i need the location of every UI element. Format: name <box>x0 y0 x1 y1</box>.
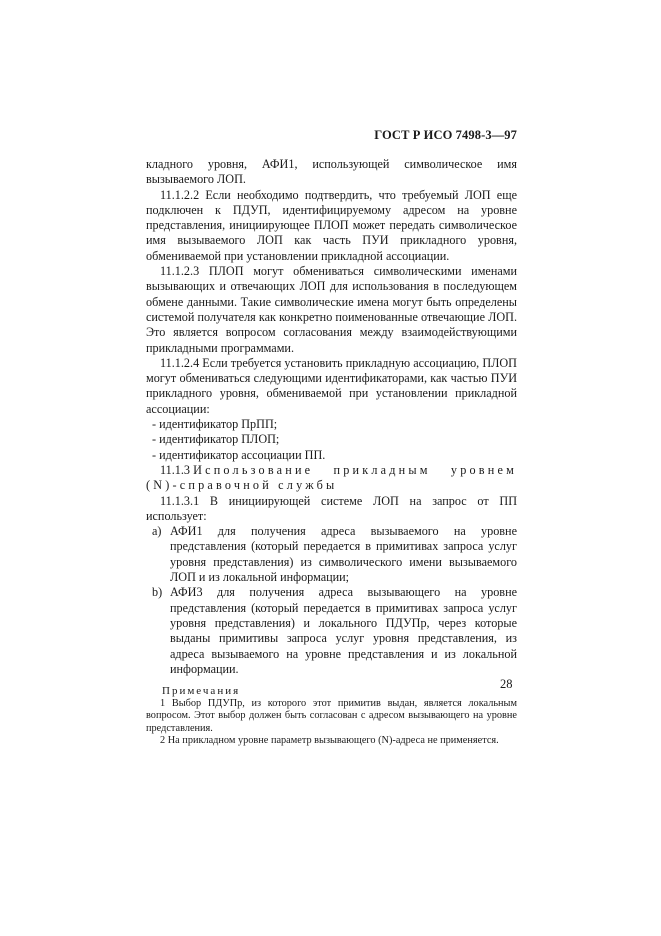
clause-11-1-3-1-intro: 11.1.3.1 В инициирующей системе ЛОП на запрос от ПП использует: <box>146 493 517 523</box>
paragraph-11-1-2-2: 11.1.2.2 Если необходимо подтвердить, что требуемый ЛОП еще подключен к ПДУП, идентифицируемому адресом на уровне представления, инициирующее ПЛОП может передать символическое имя вызываемого ЛОП как часть ПУИ прикладного уровня, обмениваемой при установлении прикладной ассоциации. <box>146 187 517 263</box>
note-2: 2 На прикладном уровне параметр вызывающего (N)-адреса не применяется. <box>160 734 499 746</box>
notes-title: Примечания <box>162 685 241 698</box>
list-item: - идентификатор ассоциации ПП. <box>152 447 326 462</box>
item-marker: b) <box>152 585 163 600</box>
page-number: 28 <box>500 677 513 691</box>
section-title-word: Использование <box>193 462 314 477</box>
identifier-list <box>146 417 517 463</box>
clause-item-a <box>146 524 517 585</box>
paragraph-11-1-2-4: 11.1.2.4 Если требуется установить прикладную ассоциацию, ПЛОП могут обмениваться следующими идентификаторами, как частью ПУИ прикладного уровня, обмениваемой при установлении прикладной ассоциации: <box>146 355 517 416</box>
section-title-word: уровнем <box>450 462 517 477</box>
clause-item-b <box>146 585 517 677</box>
section-number: 11.1.3 <box>160 462 191 477</box>
paragraph-11-1-2-3: 11.1.2.3 ПЛОП могут обмениваться символическими именами вызывающих и отвечающих ЛОП для использования в последующем обмене данными. Такие символические имена могут быть определены системой получателя как конкретно поименованные отвечающие ЛОП. Это является вопросом согласования между взаимодействующими прикладными программами. <box>146 264 517 355</box>
item-marker: a) <box>152 524 162 539</box>
section-title-word: прикладным <box>333 462 431 477</box>
section-title-line2: (N)-справочной службы <box>146 478 338 493</box>
note-1: 1 Выбор ПДУПр, из которого этот примитив выдан, является локальным вопросом. Этот выбор должен быть согласован с адресом вызывающего на уровне представления. <box>146 698 517 734</box>
document-page <box>146 128 517 747</box>
list-item: - идентификатор ПЛОП; <box>152 432 280 447</box>
item-text: АФИ1 для получения адреса вызываемого на уровне представления (который передается в примитивах запроса услуг уровня представления) из символического имени вызываемого ЛОП и из локальной информации; <box>170 524 517 585</box>
paragraph-continuation: кладного уровня, АФИ1, использующей символическое имя вызываемого ЛОП. <box>146 157 517 187</box>
list-item: - идентификатор ПрПП; <box>152 417 278 432</box>
section-heading-11-1-3 <box>146 463 517 478</box>
item-text: АФИ3 для получения адреса вызывающего на уровне представления (который передается в примитивах запроса услуг уровня представления) и локального ПДУПр, через которые выданы примитивы запроса услуг уровня представления, из адреса вызываемого на уровне представления и из локальной информации. <box>170 585 517 676</box>
standard-header: ГОСТ Р ИСО 7498-3—97 <box>374 128 517 142</box>
